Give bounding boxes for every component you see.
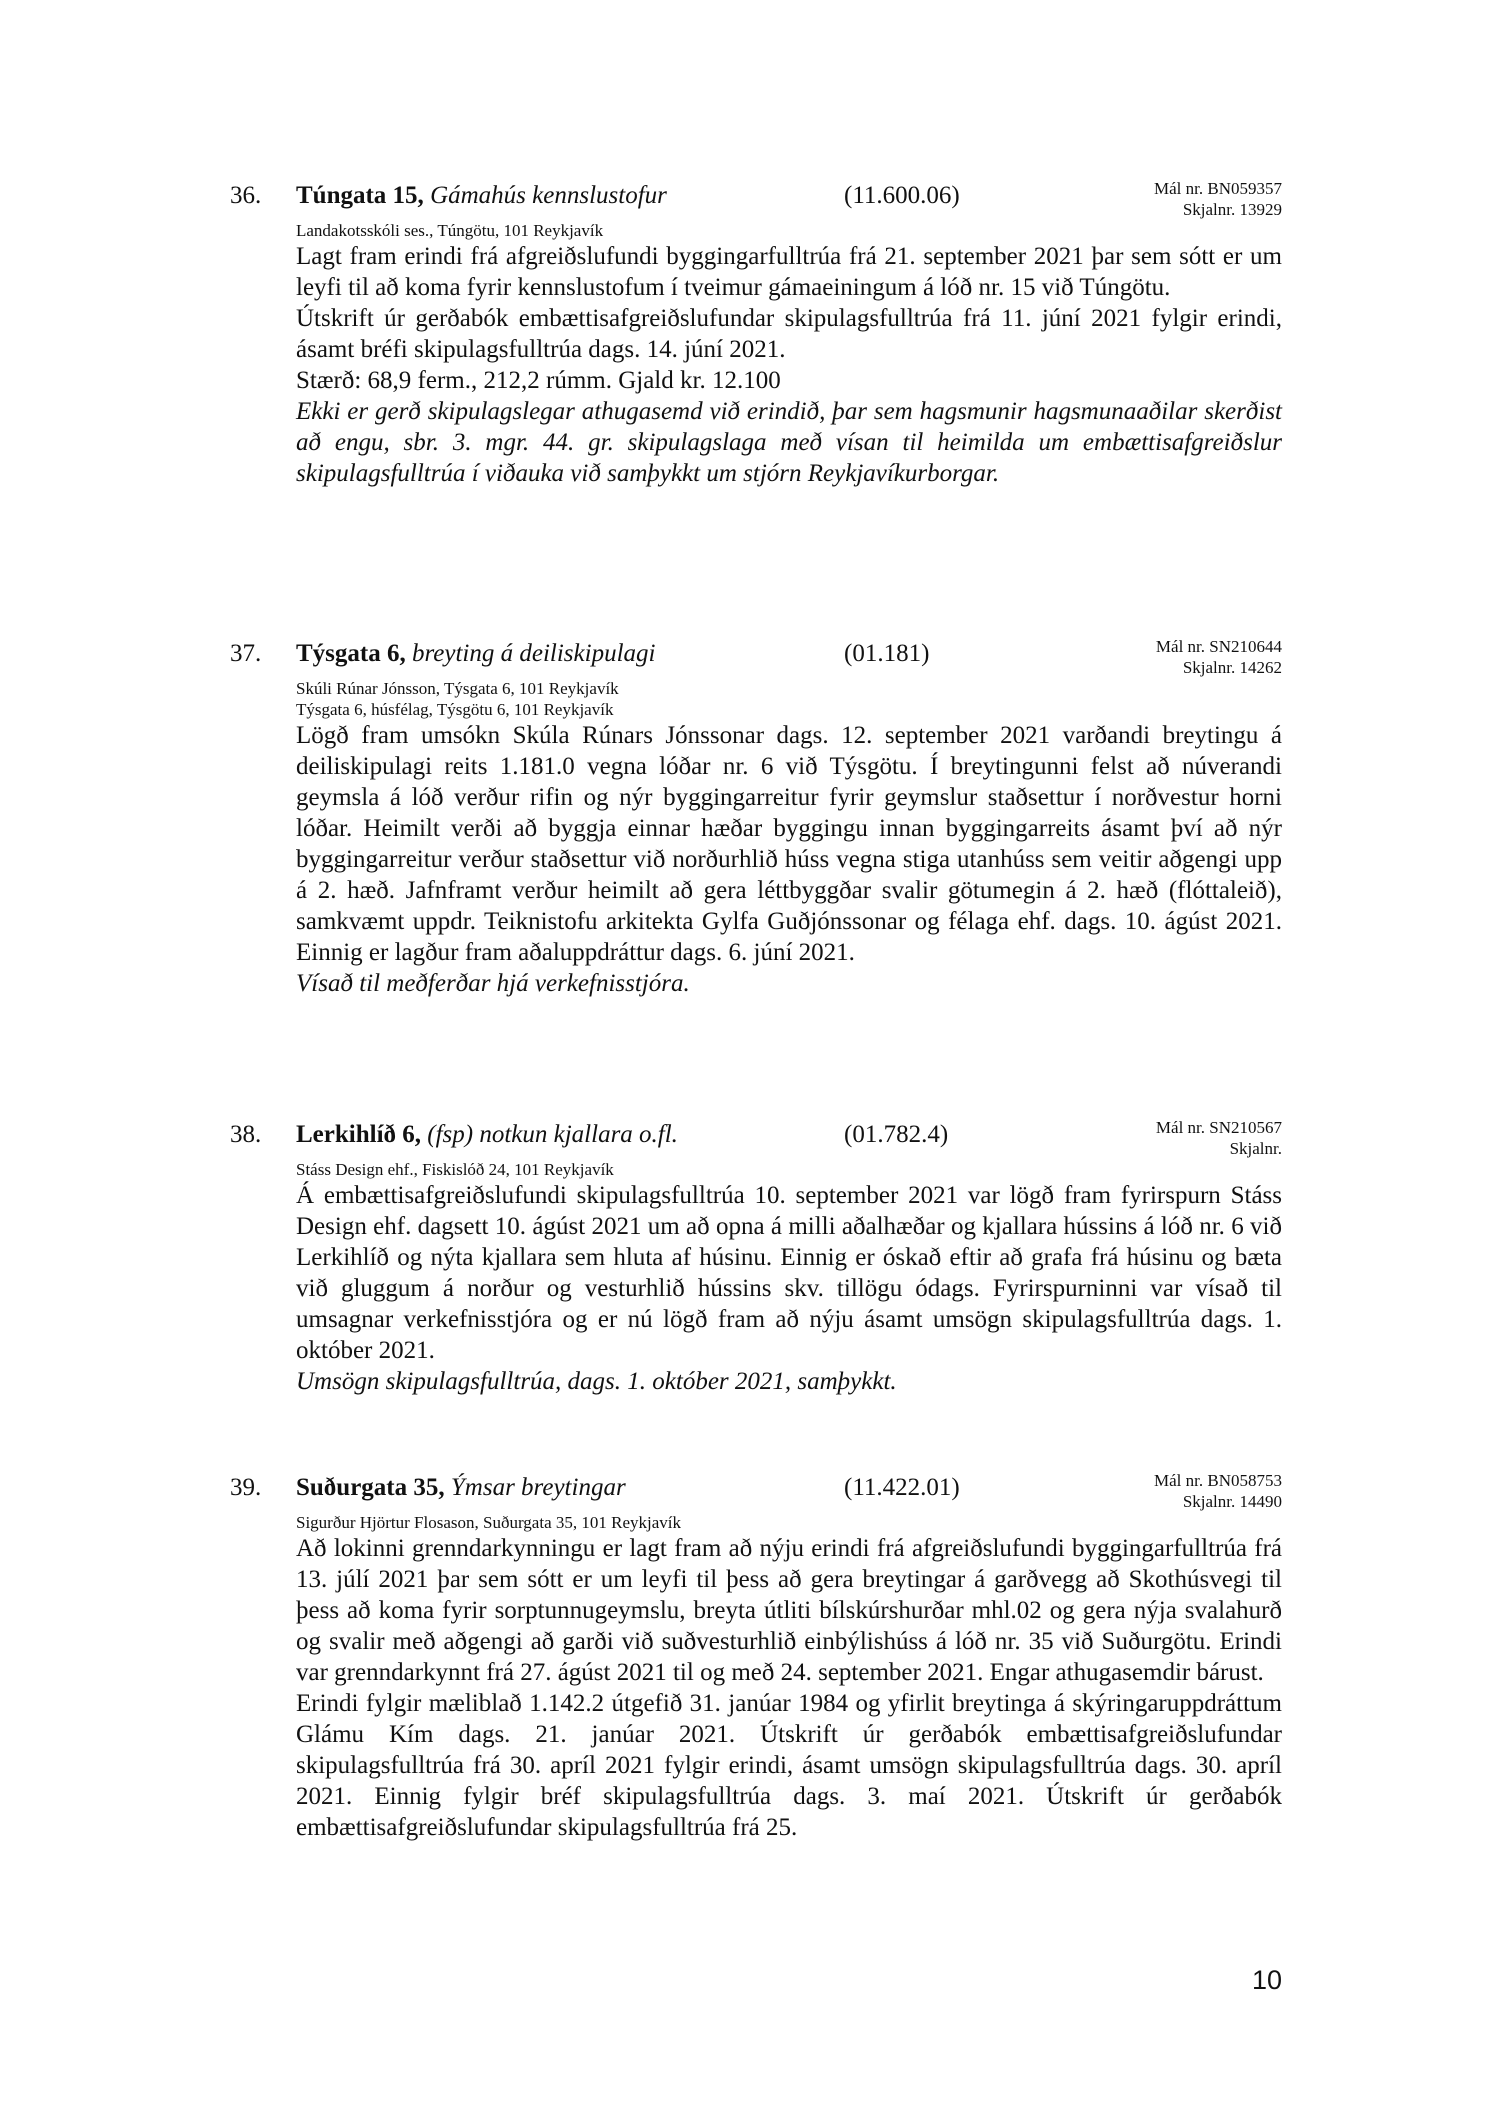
applicant: Landakotsskóli ses., Túngötu, 101 Reykjavík (296, 221, 604, 240)
item-subject: breyting á deiliskipulagi (411, 640, 656, 667)
item-header (230, 1118, 1282, 1159)
register-number: Skjalnr. 14262 (1182, 658, 1282, 677)
item-body (296, 720, 1282, 999)
applicant: Týsgata 6, húsfélag, Týsgötu 6, 101 Reykjavík (296, 700, 614, 719)
page-number: 10 (1251, 1965, 1282, 1995)
register-number: Skjalnr. 14490 (1182, 1492, 1282, 1511)
item-address: Túngata 15, (296, 182, 424, 209)
case-number: Mál nr. SN210567 (1155, 1118, 1282, 1137)
paragraph: Stærð: 68,9 ferm., 212,2 rúmm. Gjald kr. 12.100 (296, 367, 781, 394)
applicant-list (296, 220, 1282, 241)
paragraph: Útskrift úr gerðabók embættisafgreiðslufundar skipulagsfulltrúa frá 11. júní 2021 fylgir erindi, ásamt bréfi skipulagsfulltrúa dags. 14. júní 2021. (296, 305, 1282, 363)
agenda-item-36 (230, 179, 1282, 489)
agenda-item-37 (230, 637, 1282, 999)
item-reference (1154, 1470, 1282, 1512)
item-number: 37. (230, 640, 262, 667)
item-plot-code: (01.782.4) (844, 1121, 949, 1148)
item-title (296, 182, 667, 210)
paragraph: Lögð fram umsókn Skúla Rúnars Jónssonar dags. 12. september 2021 varðandi breytingu á deiliskipulagi reits 1.181.0 vegna lóðar nr. 6 við Týsgötu. Í breytingunni felst að núverandi geymsla á lóð verður rifin og nýr byggingarreitur fyrir geymslur staðsettur í norðvestur horni lóðar. Heimilt verði að byggja einnar hæðar byggingu innan byggingarreits ásamt því að nýr byggingarreitur verður staðsettur við norðurhlið húss vegna stiga utanhúss sem veitir aðgengi upp á 2. hæð. Jafnframt verður heimilt að gera léttbyggðar svalir götumegin á 2. hæð (flóttaleið), samkvæmt uppdr. Teiknistofu arkitekta Gylfa Guðjónssonar og félaga ehf. dags. 10. ágúst 2021. Einnig er lagður fram aðaluppdráttur dags. 6. júní 2021. (296, 722, 1282, 966)
item-reference (1156, 636, 1282, 678)
item-subject: Ýmsar breytingar (450, 1474, 626, 1501)
item-number: 38. (230, 1121, 262, 1148)
item-header (230, 637, 1282, 678)
paragraph: Lagt fram erindi frá afgreiðslufundi byggingarfulltrúa frá 21. september 2021 þar sem sótt er um leyfi til að koma fyrir kennslustofum í tveimur gámaeiningum á lóð nr. 15 við Túngötu. (296, 243, 1282, 301)
paragraph: Erindi fylgir mæliblað 1.142.2 útgefið 31. janúar 1984 og yfirlit breytinga á skýringaruppdráttum Glámu Kím dags. 21. janúar 2021. Útskrift úr gerðabók embættisafgreiðslufundar skipulagsfulltrúa frá 30. apríl 2021 fylgir erindi, ásamt umsögn skipulagsfulltrúa dags. 30. apríl 2021. Einnig fylgir bréf skipulagsfulltrúa dags. 3. maí 2021. Útskrift úr gerðabók embættisafgreiðslufundar skipulagsfulltrúa frá 25. (296, 1690, 1282, 1841)
item-plot-code: (11.422.01) (844, 1474, 960, 1501)
item-plot-code: (01.181) (844, 640, 930, 667)
item-number: 39. (230, 1474, 262, 1501)
item-title (296, 640, 655, 668)
decision: Ekki er gerð skipulagslegar athugasemd við erindið, þar sem hagsmunir hagsmunaaðilar skerðist að engu, sbr. 3. mgr. 44. gr. skipulagslaga með vísan til heimilda um embættisafgreiðslur skipulagsfulltrúa í viðauka við samþykkt um stjórn Reykjavíkurborgar. (296, 398, 1282, 487)
applicant-list (296, 1512, 1282, 1533)
item-body (296, 1533, 1282, 1843)
item-reference (1156, 1117, 1282, 1159)
item-header (230, 179, 1282, 220)
decision: Vísað til meðferðar hjá verkefnisstjóra. (296, 970, 690, 997)
applicant: Stáss Design ehf., Fiskislóð 24, 101 Reykjavík (296, 1160, 614, 1179)
applicant: Sigurður Hjörtur Flosason, Suðurgata 35, 101 Reykjavík (296, 1513, 681, 1532)
item-header (230, 1471, 1282, 1512)
item-subject: (fsp) notkun kjallara o.fl. (427, 1121, 678, 1148)
paragraph: Að lokinni grenndarkynningu er lagt fram að nýju erindi frá afgreiðslufundi byggingarfulltrúa frá 13. júlí 2021 þar sem sótt er um leyfi til þess að gera breytingar á garðvegg að Skothúsvegi til þess að koma fyrir sorptunnugeymslu, breyta útliti bílskúrshurðar mhl.02 og gera nýja svalahurð og svalir með aðgengi að garði við suðvesturhlið einbýlishúss á lóð nr. 35 við Suðurgötu. Erindi var grenndarkynnt frá 27. ágúst 2021 til og með 24. september 2021. Engar athugasemdir bárust. (296, 1535, 1282, 1686)
item-body (296, 241, 1282, 489)
case-number: Mál nr. BN059357 (1154, 179, 1282, 198)
decision: Umsögn skipulagsfulltrúa, dags. 1. október 2021, samþykkt. (296, 1368, 897, 1395)
applicant: Skúli Rúnar Jónsson, Týsgata 6, 101 Reykjavík (296, 679, 619, 698)
paragraph: Á embættisafgreiðslufundi skipulagsfulltrúa 10. september 2021 var lögð fram fyrirspurn Stáss Design ehf. dagsett 10. ágúst 2021 um að opna á milli aðalhæðar og kjallara hússins á lóð nr. 6 við Lerkihlíð og nýta kjallara sem hluta af húsinu. Einnig er óskað eftir að grafa frá húsinu og bæta við gluggum á norður og vesturhlið hússins skv. tillögu ódags. Fyrirspurninni var vísað til umsagnar verkefnisstjóra og er nú lögð fram að nýju ásamt umsögn skipulagsfulltrúa dags. 1. október 2021. (296, 1182, 1282, 1364)
item-number: 36. (230, 182, 262, 209)
item-title (296, 1474, 626, 1502)
case-number: Mál nr. SN210644 (1155, 637, 1282, 656)
item-address: Týsgata 6, (296, 640, 406, 667)
applicant-list (296, 678, 1282, 720)
case-number: Mál nr. BN058753 (1154, 1471, 1282, 1490)
item-reference (1154, 178, 1282, 220)
item-address: Suðurgata 35, (296, 1474, 445, 1501)
item-body (296, 1180, 1282, 1397)
register-number: Skjalnr. (1229, 1139, 1282, 1158)
register-number: Skjalnr. 13929 (1182, 200, 1282, 219)
agenda-item-39 (230, 1471, 1282, 1843)
item-address: Lerkihlíð 6, (296, 1121, 422, 1148)
applicant-list (296, 1159, 1282, 1180)
agenda-item-38 (230, 1118, 1282, 1397)
item-title (296, 1121, 678, 1149)
item-subject: Gámahús kennslustofur (430, 182, 667, 209)
item-plot-code: (11.600.06) (844, 182, 960, 209)
